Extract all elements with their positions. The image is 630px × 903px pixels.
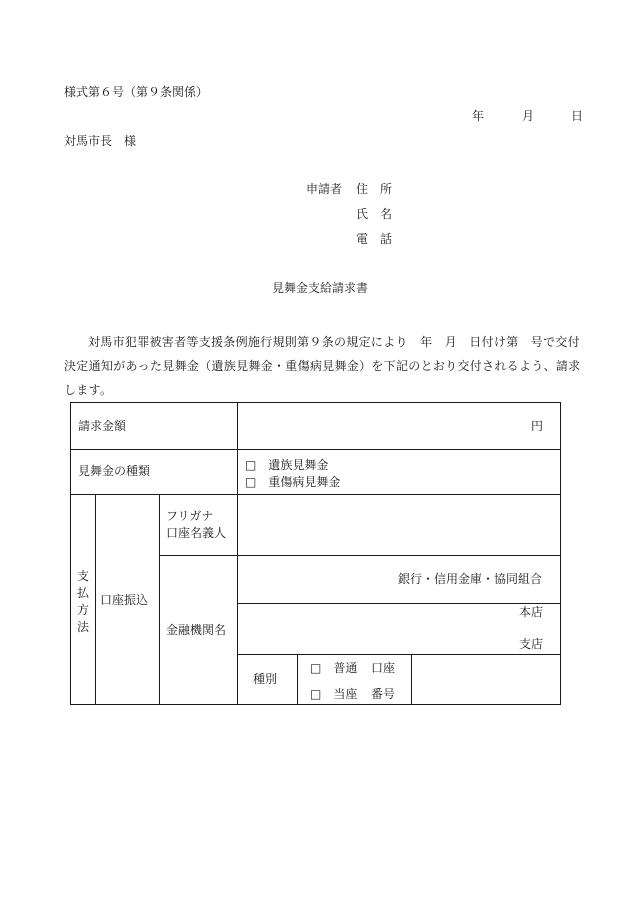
type-option-injury[interactable]: □ 重傷病見舞金 — [245, 475, 341, 489]
kind-option-ordinary[interactable]: □ 普通 — [310, 661, 358, 675]
form-number: 様式第６号（第９条関係） — [64, 85, 209, 99]
table-col-divider — [237, 402, 238, 705]
account-kind-label: 種別 — [253, 672, 278, 686]
table-row-divider — [70, 449, 561, 450]
account-number-label-line2: 番号 — [371, 687, 396, 701]
type-label: 見舞金の種類 — [78, 464, 151, 478]
date-month-label: 月 — [522, 109, 535, 123]
table-border-bottom — [70, 704, 561, 705]
addressee: 対馬市長 様 — [64, 134, 137, 148]
applicant-label: 申請者 — [306, 182, 343, 196]
address-label: 住 所 — [356, 182, 393, 196]
table-col-divider — [159, 494, 160, 705]
amount-label: 請求金額 — [78, 419, 127, 433]
account-holder-label: 口座名義人 — [166, 526, 227, 540]
date-day-label: 日 — [571, 109, 584, 123]
table-row-divider — [159, 555, 561, 556]
table-border-right — [560, 402, 561, 705]
bank-label: 金融機関名 — [166, 623, 227, 637]
table-row-divider — [237, 654, 561, 655]
account-number-label-line1: 口座 — [371, 661, 396, 675]
name-label: 氏 名 — [356, 207, 393, 221]
transfer-label: 口座振込 — [100, 593, 149, 607]
table-row-divider — [237, 603, 561, 604]
table-col-divider — [411, 654, 412, 705]
table-border-top — [70, 402, 561, 403]
phone-label: 電 話 — [356, 232, 393, 246]
type-option-bereaved[interactable]: □ 遺族見舞金 — [245, 458, 329, 472]
branch-label: 支店 — [519, 637, 544, 651]
table-row-divider — [70, 494, 561, 495]
date-year-label: 年 — [472, 109, 485, 123]
head-office-label: 本店 — [519, 605, 544, 619]
table-col-divider — [95, 494, 96, 705]
furigana-label: フリガナ — [166, 509, 214, 523]
amount-unit: 円 — [531, 419, 544, 433]
kind-option-current[interactable]: □ 当座 — [310, 687, 358, 701]
document-title: 見舞金支給請求書 — [272, 281, 369, 295]
bank-types: 銀行・信用金庫・協同組合 — [398, 572, 543, 586]
request-body-text: 対馬市犯罪被害者等支援条例施行規則第９条の規定により 年 月 日付け第 号で交付決定通知があった見舞金（遺族見舞金・重傷病見舞金）を下記のとおり交付されるよう、請求します。 — [64, 335, 581, 397]
table-col-divider — [297, 654, 298, 705]
payment-method-label: 支払方法 — [76, 569, 89, 634]
table-border-left — [70, 402, 71, 705]
